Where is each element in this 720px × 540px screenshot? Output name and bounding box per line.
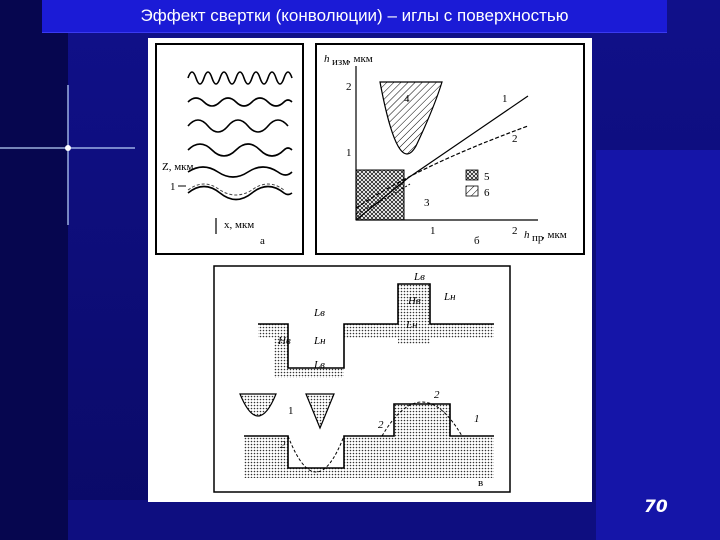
curve-label-1: 1 [502, 93, 508, 105]
panel-a-label: а [260, 235, 265, 247]
dim-label-1: Lв [314, 307, 325, 319]
bottom-band [68, 500, 596, 540]
panel-b-x-tick-2: 2 [512, 225, 518, 237]
slide-title: Эффект свертки (конволюции) – иглы с поверхностью [42, 0, 667, 33]
panel-b-y-unit: , мкм [348, 53, 373, 65]
panel-b-x-sub: пр [532, 232, 544, 244]
panel-a-x-label: x, мкм [224, 219, 255, 231]
dim-label-8: Lн [444, 291, 456, 303]
dim-label-7: Lв [414, 271, 425, 283]
sparkle-decoration [0, 0, 140, 230]
dim-label-5: Hв [408, 295, 421, 307]
curve-label-3: 3 [424, 197, 430, 209]
curve-label-2: 2 [512, 133, 518, 145]
panel-b-y-sub: изм [332, 56, 350, 68]
dim-label-3: Lн [314, 335, 326, 347]
panel-b [316, 44, 584, 254]
panel-b-x-label: h [524, 229, 530, 241]
arrow-label: 1 [288, 405, 294, 417]
dim-label-4: Lв [314, 359, 325, 371]
figure-image [148, 38, 592, 502]
panel-a-y-tick: 1 [170, 181, 176, 193]
panel-b-label: б [474, 235, 480, 247]
trace-label-1: 2 [280, 439, 286, 451]
panel-b-y-label: h [324, 53, 330, 65]
dim-label-6: Lн [406, 319, 418, 331]
panel-b-y-tick-2: 2 [346, 81, 352, 93]
panel-b-y-tick-1: 1 [346, 147, 352, 159]
page-number: 70 [644, 497, 668, 517]
right-band [596, 150, 720, 540]
curve-label-5: 5 [484, 171, 490, 183]
panel-c-label: в [478, 477, 484, 489]
panel-c [214, 266, 510, 492]
panel-a-y-label: Z, мкм [162, 161, 194, 173]
trace-label-3: 2 [434, 389, 440, 401]
panel-a [156, 44, 303, 254]
dim-label-2: Hв [278, 335, 291, 347]
trace-label-2: 2 [378, 419, 384, 431]
panel-b-x-tick-1: 1 [430, 225, 436, 237]
curve-label-6: 6 [484, 187, 490, 199]
trace-label-4: 1 [474, 413, 480, 425]
panel-b-x-unit: , мкм [542, 229, 567, 241]
curve-label-4: 4 [404, 93, 410, 105]
